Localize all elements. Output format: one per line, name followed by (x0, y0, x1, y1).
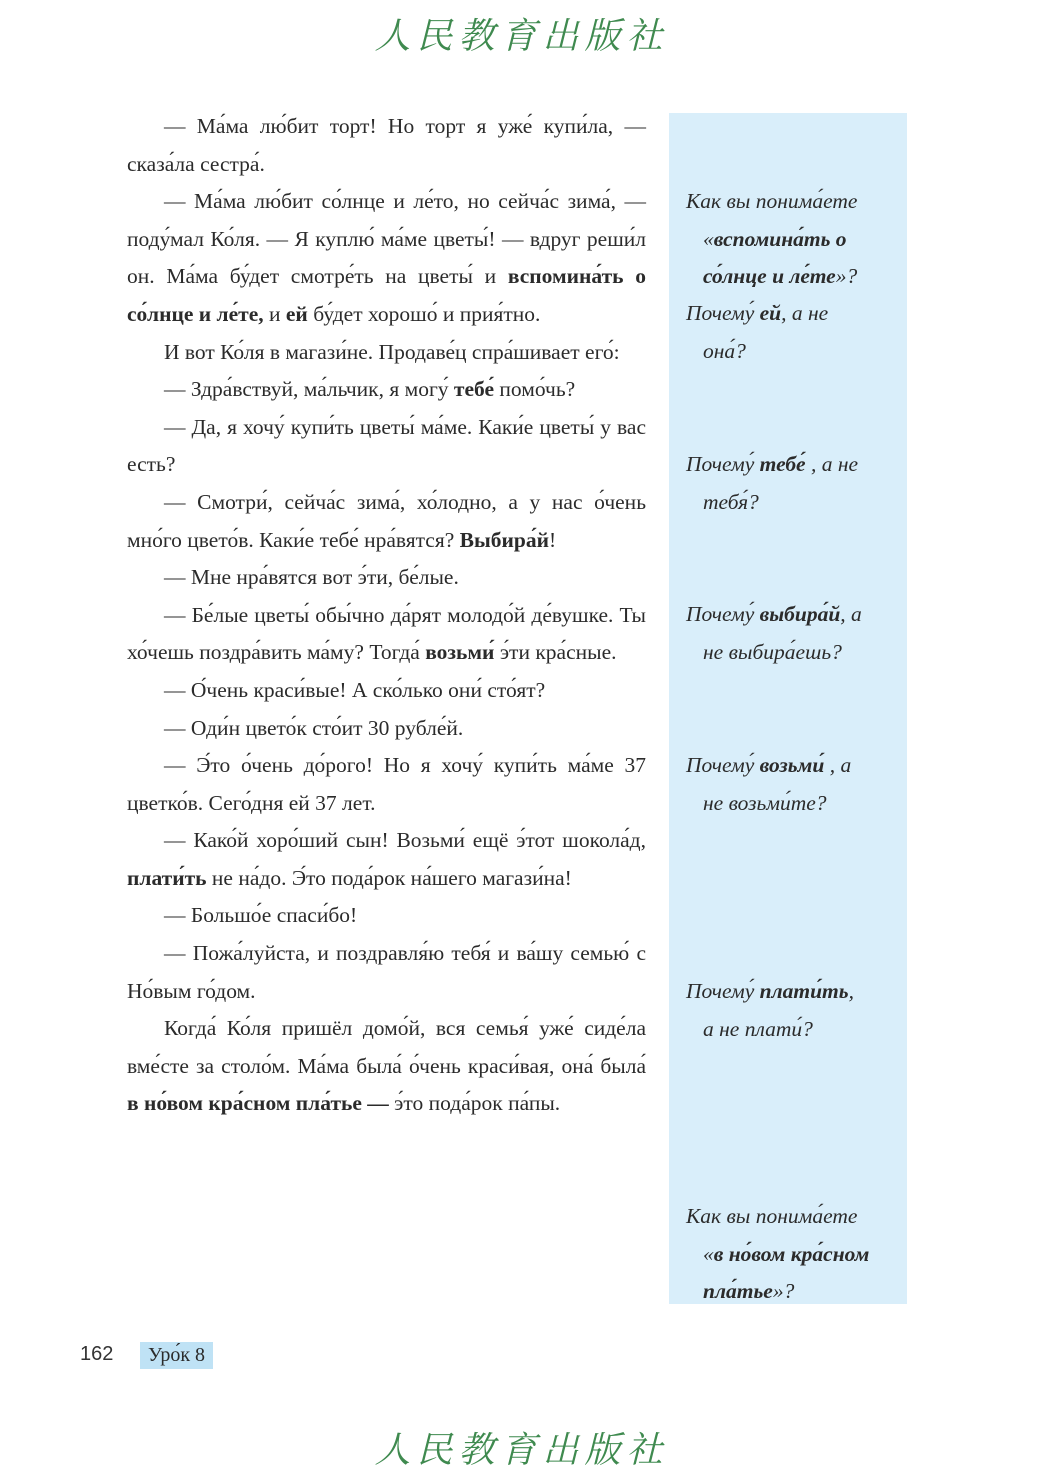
margin-note: Как вы понима́ете «вспомина́ть о со́лнце и ле́те»? (686, 189, 858, 289)
margin-note: Как вы понима́ете «в но́вом кра́сном пла́тье»? (686, 1204, 870, 1304)
highlight-word: ей (285, 301, 308, 326)
margin-note: Почему́ ей, а не она́? (686, 301, 829, 363)
paragraph: — Да, я хочу́ купи́ть цветы́ ма́ме. Каки́е цветы́ у вас есть? (127, 414, 646, 477)
paragraph: — Смотри́, сейча́с зима́, хо́лодно, а у нас о́чень мно́го цвето́в. Каки́е тебе́ нра́вятся? Выбира́й! (127, 489, 646, 552)
paragraph: — О́чень краси́вые! А ско́лько они́ сто́ят? (164, 677, 546, 702)
paragraph: — Пожа́луйста, и поздравля́ю тебя́ и ва́шу семью́ с Но́вым го́дом. (127, 941, 646, 1003)
paragraph: — Большо́е спаси́бо! (164, 903, 358, 928)
highlight-phrase: в но́вом кра́сном пла́тье — (127, 1091, 389, 1116)
margin-note: Почему́ возьми́ , а не возьми́те? (686, 753, 852, 815)
margin-note: Почему́ плати́ть, а не плати́? (686, 979, 854, 1041)
paragraph: — Здра́вствуй, ма́льчик, я могу́ тебе́ помо́чь? (164, 377, 576, 402)
paragraph: — Э́то о́чень до́рого! Но я хочу́ купи́ть ма́ме 37 цветко́в. Сего́дня ей 37 лет. (127, 753, 646, 815)
highlight-word: возьми́ (425, 640, 495, 665)
paragraph: — Оди́н цвето́к сто́ит 30 рубле́й. (164, 715, 464, 740)
highlight-word: тебе́ (453, 377, 495, 402)
paragraph: — Мне нра́вятся вот э́ти, бе́лые. (164, 565, 459, 590)
publisher-watermark-top: 人民教育出版社 (374, 16, 669, 57)
paragraph: — Ма́ма лю́бит со́лнце и ле́то, но сейча́с зима́, — поду́мал Ко́ля. — Я куплю́ ма́ме цветы́! — вдруг реши́л он. Ма́ма бу́дет смотре́ть на цветы́ и вспомина́ть о со́лнце и ле́те, и ей бу́дет хорошо́ и прия́тно. (127, 189, 646, 326)
lesson-badge: Уро́к 8 (140, 1342, 213, 1369)
highlight-phrase: вспомина́ть о со́лнце и ле́те, (127, 264, 646, 326)
margin-note: Почему́ выбира́й, а не выбира́ешь? (686, 602, 862, 664)
highlight-word: Выбира́й (459, 527, 550, 552)
story-text (127, 108, 646, 1123)
highlight-word: плати́ть (127, 865, 207, 890)
publisher-watermark-bottom: 人民教育出版社 (374, 1430, 669, 1471)
paragraph: Когда́ Ко́ля пришёл домо́й, вся семья́ уже́ сиде́ла вме́сте за столо́м. Ма́ма была́ о́чень краси́вая, она́ была́ в но́вом кра́сном пла́тье — э́то пода́рок па́пы. (127, 1016, 646, 1116)
paragraph: И вот Ко́ля в магази́не. Продаве́ц спра́шивает его́: (164, 339, 620, 364)
paragraph: — Бе́лые цветы́ обы́чно да́рят молодо́й де́вушке. Ты хо́чешь поздра́вить ма́му? Тогда́ возьми́ э́ти кра́сные. (127, 602, 646, 665)
page-number: 162 (80, 1343, 114, 1365)
paragraph: — Ма́ма лю́бит торт! Но торт я уже́ купи́ла, — сказа́ла сестра́. (127, 114, 646, 176)
paragraph: — Како́й хоро́ший сын! Возьми́ ещё э́тот шокола́д, плати́ть не на́до. Э́то пода́рок на́шего магази́на! (127, 828, 646, 890)
margin-note: Почему́ тебе́ , а не тебя́? (686, 452, 859, 514)
